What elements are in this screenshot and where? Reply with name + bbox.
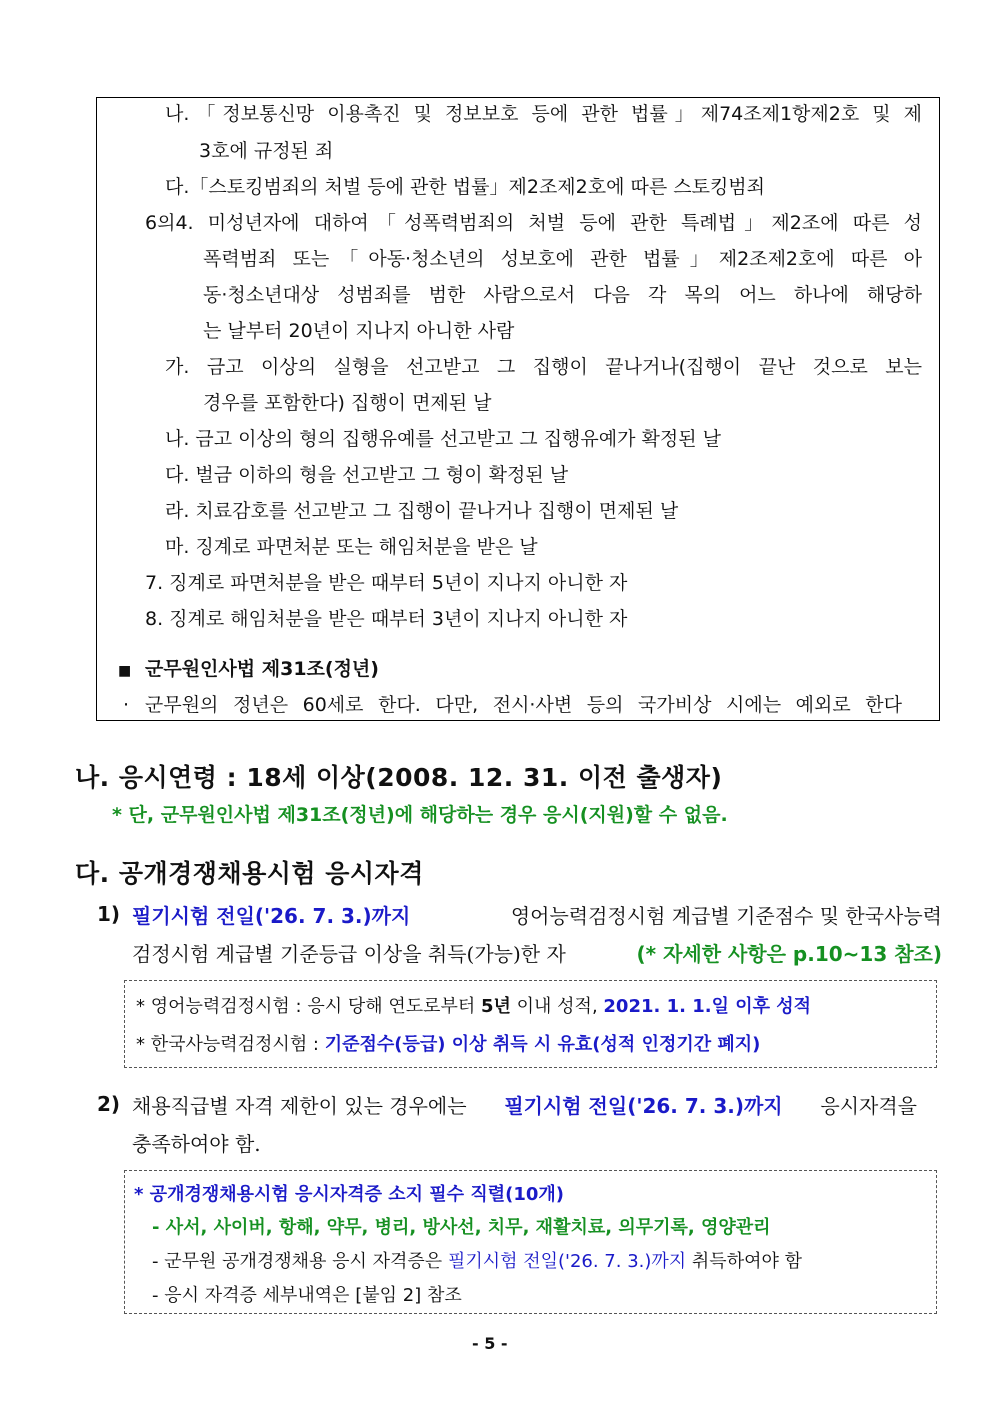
middle-dot-icon: · bbox=[123, 694, 130, 716]
item1-deadline: 필기시험 전일('26. 7. 3.)까지 bbox=[132, 904, 411, 928]
section-na-note: * 단, 군무원인사법 제31조(정년)에 해당하는 경우 응시(지원)할 수 없음. bbox=[112, 804, 728, 826]
section-da-heading: 다. 공개경쟁채용시험 응시자격 bbox=[75, 859, 424, 888]
korean-history-criteria bbox=[136, 1030, 760, 1056]
sub-ra: 라. 치료감호를 선고받고 그 집행이 끝나거나 집행이 면제된 날 bbox=[165, 500, 679, 522]
english-test-label: * 영어능력검정시험 : 응시 당해 연도로부터 bbox=[136, 996, 476, 1017]
license-deadline-note bbox=[152, 1247, 802, 1273]
english-test-years: 5년 bbox=[481, 996, 511, 1017]
section-na-heading: 나. 응시연령 : 18세 이상(2008. 12. 31. 이전 출생자) bbox=[75, 763, 723, 792]
item1-line2 bbox=[132, 938, 942, 967]
license-deadline-date: 필기시험 전일('26. 7. 3.)까지 bbox=[447, 1251, 687, 1272]
law-title: 군무원인사법 제31조(정년) bbox=[145, 658, 379, 680]
english-test-criteria bbox=[136, 992, 811, 1018]
korean-history-label: * 한국사능력검정시험 : bbox=[136, 1034, 319, 1055]
sub-ga-line2: 경우를 포함한다) 집행이 면제된 날 bbox=[203, 392, 492, 414]
sub-ga-line1: 가. 금고 이상의 실형을 선고받고 그 집행이 끝나거나(집행이 끝난 것으로 보는 bbox=[165, 356, 922, 378]
license-deadline-tail: 취득하여야 함 bbox=[691, 1251, 802, 1272]
english-test-within: 이내 성적, bbox=[516, 996, 598, 1017]
korean-history-validity: 기준점수(등급) 이상 취득 시 유효(성적 인정기간 폐지) bbox=[324, 1034, 761, 1055]
clause-7: 7. 징계로 파면처분을 받은 때부터 5년이 지나지 아니한 자 bbox=[145, 572, 628, 594]
sub-da: 다. 벌금 이하의 형을 선고받고 그 형이 확정된 날 bbox=[165, 464, 569, 486]
clause-6-4-line4: 는 날부터 20년이 지나지 아니한 사람 bbox=[203, 320, 515, 342]
license-required-list: - 사서, 사이버, 항해, 약무, 병리, 방사선, 치무, 재활치료, 의무기록, 영양관리 bbox=[152, 1217, 771, 1238]
item2-line2: 충족하여야 함. bbox=[132, 1132, 261, 1156]
item2-text: 채용직급별 자격 제한이 있는 경우에는 bbox=[132, 1094, 467, 1118]
item2-number: 2) bbox=[97, 1092, 121, 1116]
page-number: - 5 - bbox=[472, 1334, 508, 1353]
clause-6-4-line3: 동·청소년대상 성범죄를 범한 사람으로서 다음 각 목의 어느 하나에 해당하 bbox=[203, 284, 922, 306]
item2-line1 bbox=[132, 1090, 917, 1119]
english-test-date: 2021. 1. 1.일 이후 성적 bbox=[603, 996, 812, 1017]
license-required-title: * 공개경쟁채용시험 응시자격증 소지 필수 직렬(10개) bbox=[134, 1184, 565, 1205]
sub-ma: 마. 징계로 파면처분 또는 해임처분을 받은 날 bbox=[165, 536, 538, 558]
clause-da: 다.「스토킹범죄의 처벌 등에 관한 법률」제2조제2호에 따른 스토킹범죄 bbox=[165, 176, 766, 198]
license-deadline-text: - 군무원 공개경쟁채용 응시 자격증은 bbox=[152, 1251, 443, 1272]
clause-na-line1: 나.「정보통신망 이용촉진 및 정보보호 등에 관한 법률」제74조제1항제2호 및 제 bbox=[165, 103, 922, 125]
item2-deadline: 필기시험 전일('26. 7. 3.)까지 bbox=[504, 1094, 783, 1118]
item1-text2: 검정시험 계급별 기준등급 이상을 취득(가능)한 자 bbox=[132, 942, 566, 966]
item1-line1 bbox=[132, 900, 942, 929]
clause-8: 8. 징계로 해임처분을 받은 때부터 3년이 지나지 아니한 자 bbox=[145, 608, 628, 630]
clause-6-4-line2: 폭력범죄 또는「아동·청소년의 성보호에 관한 법률」제2조제2호에 따른 아 bbox=[203, 248, 922, 270]
item1-reference: (* 자세한 사항은 p.10~13 참조) bbox=[636, 942, 942, 966]
sub-na: 나. 금고 이상의 형의 집행유예를 선고받고 그 집행유예가 확정된 날 bbox=[165, 428, 721, 450]
item1-number: 1) bbox=[97, 902, 121, 926]
license-detail-note: - 응시 자격증 세부내역은 [붙임 2] 참조 bbox=[152, 1285, 462, 1306]
item2-tail: 응시자격을 bbox=[820, 1094, 917, 1118]
square-bullet-icon: ■ bbox=[118, 663, 132, 679]
item1-text: 영어능력검정시험 계급별 기준점수 및 한국사능력 bbox=[510, 904, 942, 928]
clause-6-4-line1: 6의4. 미성년자에 대하여「성폭력범죄의 처벌 등에 관한 특례법」제2조에 따른 성 bbox=[145, 212, 922, 234]
law-text: 군무원의 정년은 60세로 한다. 다만, 전시·사변 등의 국가비상 시에는 예외로 한다 bbox=[145, 694, 902, 716]
clause-na-line2: 3호에 규정된 죄 bbox=[199, 140, 334, 162]
